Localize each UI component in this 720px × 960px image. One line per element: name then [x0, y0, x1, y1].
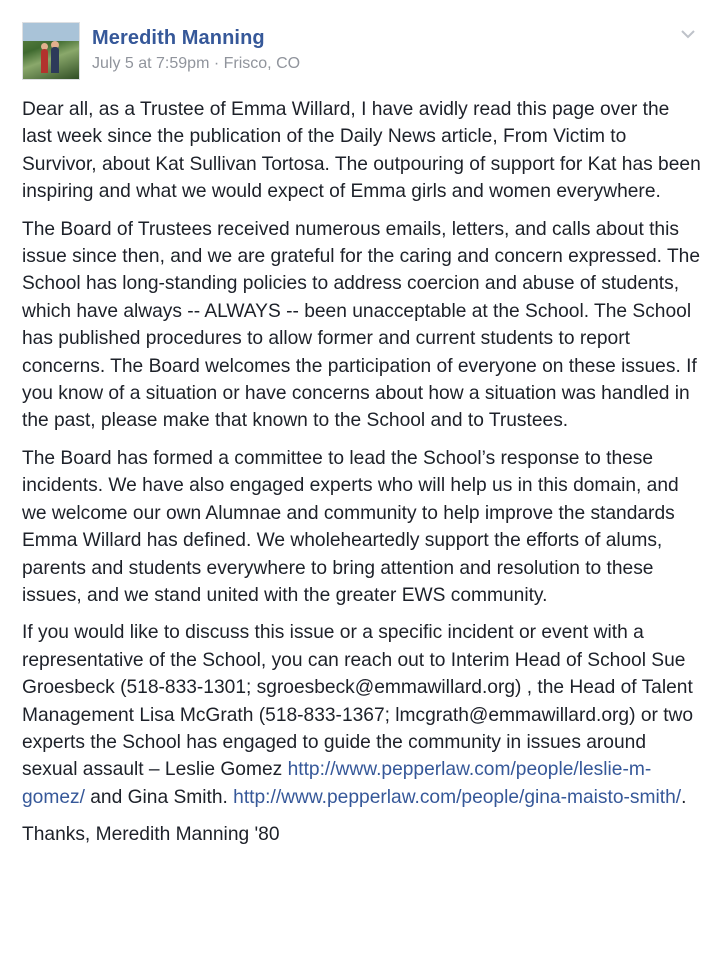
- link-gina-smith[interactable]: http://www.pepperlaw.com/people/gina-maisto-smith/: [233, 786, 682, 808]
- author-avatar[interactable]: [22, 22, 80, 80]
- paragraph-4-text-3: .: [681, 786, 687, 808]
- paragraph-4-text-2: and Gina Smith.: [84, 786, 234, 808]
- post-timestamp[interactable]: July 5 at 7:59pm: [92, 55, 210, 72]
- post-meta: [92, 26, 300, 74]
- link-leslie-gomez[interactable]: http://www.pepperlaw.com/people/leslie-m-gomez/: [22, 759, 652, 808]
- post-paragraph-1: Dear all, as a Trustee of Emma Willard, I have avidly read this page over the last week since the publication of the Daily News article, From Victim to Survivor, about Kat Sullivan Tortosa. The outpouring of support for Kat has been inspiring and what we would expect of Emma girls and women everywhere.: [22, 99, 701, 203]
- meta-separator: ·: [209, 55, 224, 72]
- post-location[interactable]: Frisco, CO: [223, 55, 301, 72]
- paragraph-4-text-1: If you would like to discuss this issue or a specific incident or event with a representative of the School, you can reach out to Interim Head of School Sue Groesbeck (518-833-1301; sgroesbeck@emmawillard.org) , the Head of Talent Management Lisa McGrath (518-833-1367; lmcgrath@emmawillard.org) or two experts the School has engaged to guide the community in issues around sexual assault – Leslie Gomez: [22, 622, 694, 781]
- post-signoff: Thanks, Meredith Manning '80: [22, 824, 280, 846]
- post-paragraph-2: The Board of Trustees received numerous emails, letters, and calls about this issue since then, and we are grateful for the caring and concern expressed. The School has long-standing policies to address coercion and abuse of students, which have always -- ALWAYS -- been unacceptable at the School. The School has published procedures to allow former and current students to report concerns. The Board welcomes the participation of everyone on these issues. If you know of a situation or have concerns about how a situation was handled in the past, please make that known to the School and to Trustees.: [22, 218, 701, 432]
- post-paragraph-4: [22, 619, 702, 811]
- chevron-down-icon[interactable]: [678, 24, 698, 44]
- post-paragraph-3: The Board has formed a committee to lead the School’s response to these incidents. We have also engaged experts who will help us in this domain, and we welcome our own Alumnae and community to help improve the standards Emma Willard has defined. We wholeheartedly support the efforts of alums, parents and students everywhere to bring attention and resolution to these issues, and we stand united with the greater EWS community.: [22, 447, 679, 606]
- author-name[interactable]: Meredith Manning: [92, 27, 265, 49]
- post-header: [22, 22, 300, 80]
- post-body: [22, 96, 702, 859]
- post-subtitle: [92, 54, 300, 74]
